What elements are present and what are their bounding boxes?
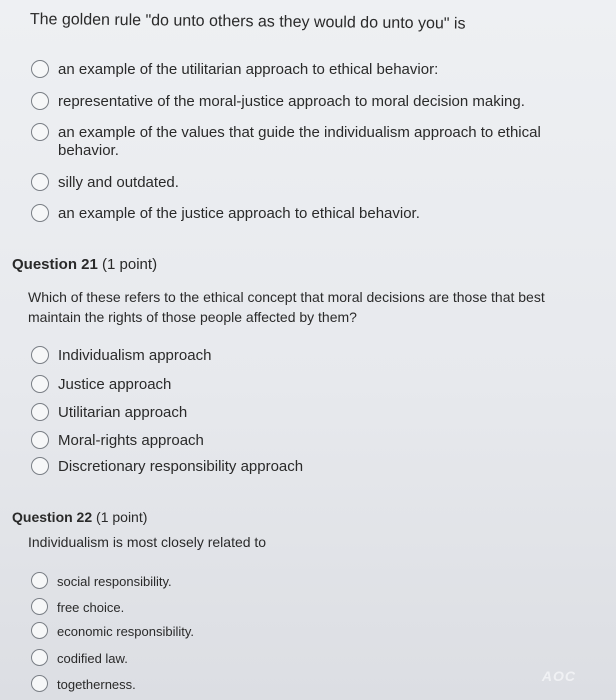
- radio-button[interactable]: [31, 598, 48, 615]
- q20-option-4[interactable]: [31, 174, 179, 192]
- q22-option-1[interactable]: [31, 573, 172, 591]
- option-label: free choice.: [57, 600, 125, 615]
- option-label: social responsibility.: [57, 574, 172, 589]
- q22-option-2[interactable]: [31, 599, 124, 617]
- option-label: Justice approach: [58, 376, 172, 393]
- radio-button[interactable]: [31, 572, 48, 589]
- question-number: Question 22: [12, 509, 93, 525]
- radio-button[interactable]: [31, 431, 49, 449]
- radio-button[interactable]: [31, 457, 49, 475]
- q20-option-2[interactable]: [31, 93, 525, 111]
- radio-button[interactable]: [31, 60, 49, 78]
- question-points: (1 point): [96, 509, 148, 525]
- question-22-text: Individualism is most closely related to: [28, 534, 267, 550]
- radio-button[interactable]: [31, 675, 48, 692]
- q21-option-3[interactable]: [31, 404, 187, 422]
- radio-button[interactable]: [31, 622, 48, 639]
- question-21-header: [12, 256, 157, 273]
- option-label: an example of the justice approach to ethical behavior.: [58, 205, 420, 222]
- q21-option-4[interactable]: [31, 432, 204, 450]
- option-label: Discretionary responsibility approach: [58, 458, 304, 475]
- radio-button[interactable]: [31, 92, 49, 110]
- q21-option-5[interactable]: [31, 458, 303, 476]
- option-label: togetherness.: [57, 677, 136, 692]
- q20-option-5[interactable]: [31, 205, 420, 223]
- q22-option-3[interactable]: [31, 623, 194, 641]
- radio-button[interactable]: [31, 649, 48, 666]
- radio-button[interactable]: [31, 403, 49, 421]
- radio-button[interactable]: [31, 173, 49, 191]
- q22-option-5[interactable]: [31, 676, 136, 694]
- radio-button[interactable]: [31, 375, 49, 393]
- option-label: economic responsibility.: [57, 624, 195, 639]
- radio-button[interactable]: [31, 204, 49, 222]
- radio-button[interactable]: [31, 346, 49, 364]
- option-label: codified law.: [57, 651, 128, 666]
- radio-button[interactable]: [31, 123, 49, 141]
- q20-option-1[interactable]: [31, 61, 438, 79]
- question-20-text: The golden rule "do unto others as they would do unto you" is: [29, 10, 466, 33]
- monitor-logo: AOC: [541, 668, 576, 684]
- q22-option-4[interactable]: [31, 650, 128, 668]
- option-label: Moral-rights approach: [58, 432, 204, 449]
- question-number: Question 21: [12, 256, 98, 273]
- option-label: Individualism approach: [58, 347, 212, 364]
- question-points: (1 point): [102, 256, 158, 273]
- option-label: representative of the moral-justice approach to moral decision making.: [58, 93, 525, 110]
- q20-option-3[interactable]: [31, 124, 541, 160]
- option-label: silly and outdated.: [58, 174, 179, 191]
- q21-option-1[interactable]: [31, 347, 211, 365]
- question-21-text: Which of these refers to the ethical concept that moral decisions are those that best maintain the rights of those people affected by them?: [28, 289, 545, 325]
- option-label: Utilitarian approach: [58, 404, 188, 421]
- option-label: an example of the utilitarian approach to ethical behavior:: [58, 61, 439, 78]
- question-22-header: [12, 509, 147, 525]
- option-label: an example of the values that guide the individualism approach to ethical behavior.: [58, 124, 541, 159]
- q21-option-2[interactable]: [31, 376, 171, 394]
